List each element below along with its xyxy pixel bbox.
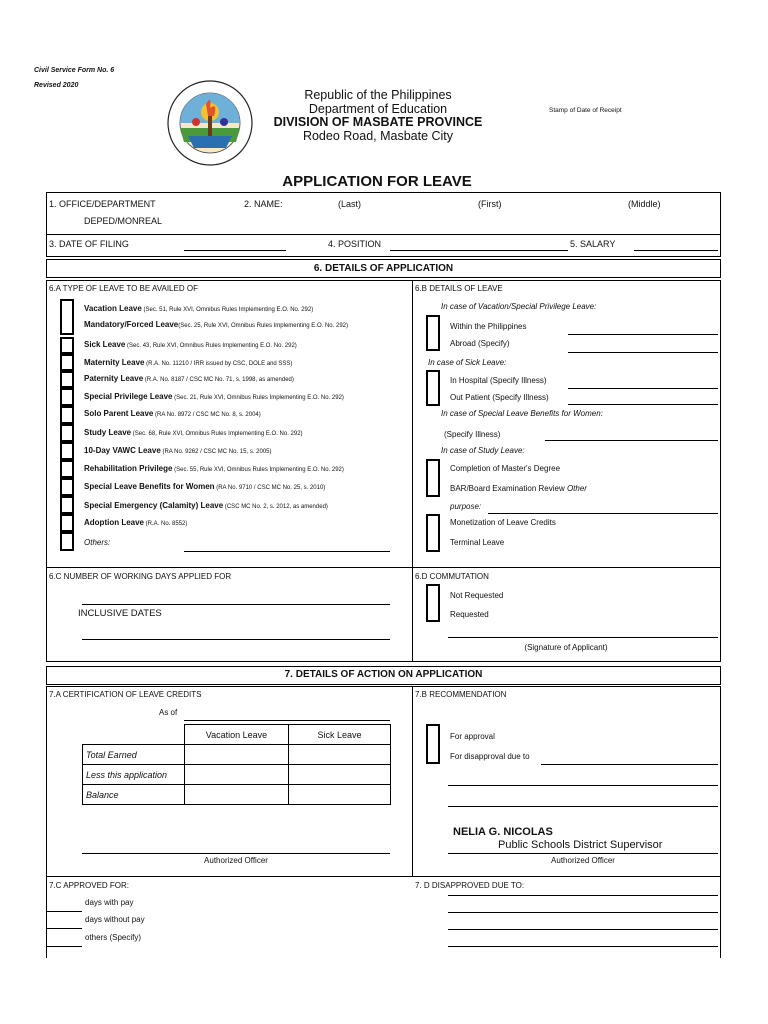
section6-title: 6. DETAILS OF APPLICATION <box>313 263 454 274</box>
disapproved-reason-field-3[interactable] <box>448 929 718 930</box>
out-patient-field[interactable] <box>568 404 718 405</box>
as-of-field[interactable] <box>184 720 390 721</box>
study-case-heading: In case of Study Leave: <box>441 446 525 455</box>
in-hospital-label: In Hospital (Specify Illness) <box>450 376 547 385</box>
checkbox-vacation-mandatory[interactable] <box>60 299 74 335</box>
office-label: 1. OFFICE/DEPARTMENT <box>49 199 156 209</box>
checkbox-others[interactable] <box>60 532 74 551</box>
disapproval-reason-field-2[interactable] <box>448 785 718 786</box>
office-value: DEPED/MONREAL <box>84 216 163 226</box>
republic-label: Republic of the Philippines <box>304 88 452 102</box>
others-field[interactable] <box>184 551 390 552</box>
checkbox-paternity[interactable] <box>60 371 74 388</box>
table-row <box>83 785 391 805</box>
masters-degree-label: Completion of Master's Degree <box>450 464 561 473</box>
requested-label: Requested <box>450 610 489 619</box>
department-label: Department of Education <box>308 102 448 116</box>
position-label: 4. POSITION <box>328 239 382 249</box>
cell-vacation-total[interactable] <box>185 745 289 765</box>
last-name-label: (Last) <box>338 199 362 209</box>
cell-vacation-less[interactable] <box>185 765 289 785</box>
cell-sick-balance[interactable] <box>289 785 391 805</box>
within-philippines-field[interactable] <box>568 334 718 335</box>
monetization-label: Monetization of Leave Credits <box>450 518 556 527</box>
applicant-signature-label: (Signature of Applicant) <box>524 643 608 652</box>
purpose-label: purpose: <box>450 502 482 511</box>
checkbox-study[interactable] <box>60 424 74 442</box>
checkbox-study-purpose[interactable] <box>426 459 440 497</box>
specify-illness-field[interactable] <box>545 440 718 441</box>
section6d-title: 6.D COMMUTATION <box>415 572 489 581</box>
leave-type-rehabilitation: Rehabilitation Privilege (Sec. 55, Rule XVI, Omnibus Rules Implementing E.O. No. 292) <box>84 464 344 473</box>
applicant-signature-field[interactable] <box>448 637 718 638</box>
checkbox-women[interactable] <box>60 478 74 496</box>
others-specify-label: others (Specify) <box>85 933 142 942</box>
cell-sick-total[interactable] <box>289 745 391 765</box>
deped-seal-logo <box>166 80 254 166</box>
leave-type-adoption: Adoption Leave (R.A. No. 8552) <box>84 518 188 527</box>
leave-type-vawc: 10-Day VAWC Leave (RA No. 9262 / CSC MC No. 15, s. 2005) <box>84 446 272 455</box>
section7-title: 7. DETAILS OF ACTION ON APPLICATION <box>284 669 483 680</box>
working-days-field[interactable] <box>82 604 390 605</box>
salary-label: 5. SALARY <box>570 239 616 249</box>
days-without-pay-field[interactable] <box>46 928 82 929</box>
checkbox-adoption[interactable] <box>60 514 74 532</box>
section7b-title: 7.B RECOMMENDATION <box>415 690 507 699</box>
days-with-pay-field[interactable] <box>46 911 82 912</box>
inclusive-dates-label: INCLUSIVE DATES <box>78 608 162 619</box>
supervisor-name: NELIA G. NICOLAS <box>453 826 553 838</box>
filing-date-label: 3. DATE OF FILING <box>49 239 129 249</box>
out-patient-label: Out Patient (Specify Illness) <box>450 393 549 402</box>
salary-field[interactable] <box>634 250 718 251</box>
leave-type-women: Special Leave Benefits for Women (RA No. 9710 / CSC MC No. 25, s. 2010) <box>84 482 326 491</box>
col-sick-leave: Sick Leave <box>289 725 391 745</box>
purpose-field[interactable] <box>488 513 718 514</box>
leave-type-others: Others: <box>84 538 111 547</box>
form-revision: Revised 2020 <box>34 82 79 89</box>
checkbox-special-privilege[interactable] <box>60 388 74 406</box>
bar-review-label: BAR/Board Examination Review Other <box>450 484 587 493</box>
leave-type-sick: Sick Leave (Sec. 43, Rule XVI, Omnibus Rules Implementing E.O. No. 292) <box>84 340 297 349</box>
disapproval-reason-field-3[interactable] <box>448 806 718 807</box>
checkbox-commutation[interactable] <box>426 584 440 622</box>
form-number: Civil Service Form No. 6 <box>34 67 115 74</box>
vacation-case-heading: In case of Vacation/Special Privilege Leave: <box>441 302 597 311</box>
disapproved-reason-field-2[interactable] <box>448 912 718 913</box>
authorized-officer-label-a: Authorized Officer <box>204 856 268 865</box>
for-disapproval-label: For disapproval due to <box>450 752 530 761</box>
leave-type-paternity: Paternity Leave (R.A. No. 8187 / CSC MC No. 71, s. 1998, as amended) <box>84 374 294 383</box>
for-approval-label: For approval <box>450 732 495 741</box>
row-balance: Balance <box>83 785 185 805</box>
days-without-pay-label: days without pay <box>85 915 145 924</box>
days-with-pay-label: days with pay <box>85 898 134 907</box>
leave-type-mandatory: Mandatory/Forced Leave(Sec. 25, Rule XVI, Omnibus Rules Implementing E.O. No. 292) <box>84 320 348 329</box>
abroad-label: Abroad (Specify) <box>450 339 510 348</box>
inclusive-dates-field[interactable] <box>82 639 390 640</box>
position-field[interactable] <box>390 250 568 251</box>
leave-credits-table <box>82 724 391 805</box>
table-header-row <box>83 725 391 745</box>
checkbox-rehabilitation[interactable] <box>60 460 74 478</box>
filing-date-field[interactable] <box>184 250 286 251</box>
row-total-earned: Total Earned <box>83 745 185 765</box>
as-of-label: As of <box>159 708 178 717</box>
checkbox-sick-location[interactable] <box>426 370 440 406</box>
table-row <box>83 765 391 785</box>
leave-type-vacation: Vacation Leave (Sec. 51, Rule XVI, Omnibus Rules Implementing E.O. No. 292) <box>84 304 314 313</box>
leave-type-special-privilege: Special Privilege Leave (Sec. 21, Rule XVI, Omnibus Rules Implementing E.O. No. 292) <box>84 392 344 401</box>
checkbox-vawc[interactable] <box>60 442 74 460</box>
table-row <box>83 745 391 765</box>
col-vacation-leave: Vacation Leave <box>185 725 289 745</box>
checkbox-maternity[interactable] <box>60 354 74 371</box>
division-label: DIVISION OF MASBATE PROVINCE <box>273 115 483 129</box>
section6b-title: 6.B DETAILS OF LEAVE <box>415 284 503 293</box>
checkbox-location[interactable] <box>426 315 440 351</box>
checkbox-sick[interactable] <box>60 337 74 354</box>
middle-name-label: (Middle) <box>628 199 661 209</box>
first-name-label: (First) <box>478 199 502 209</box>
certifying-officer-signature[interactable] <box>82 853 390 854</box>
section6c-title: 6.C NUMBER OF WORKING DAYS APPLIED FOR <box>49 572 232 581</box>
women-case-heading: In case of Special Leave Benefits for Women: <box>441 409 603 418</box>
abroad-field[interactable] <box>568 352 718 353</box>
leave-type-calamity: Special Emergency (Calamity) Leave (CSC MC No. 2, s. 2012, as amended) <box>84 501 328 510</box>
supervisor-title: Public Schools District Supervisor <box>498 839 663 851</box>
section7c-title: 7.C APPROVED FOR: <box>49 881 130 890</box>
form-title: APPLICATION FOR LEAVE <box>282 173 472 190</box>
stamp-label: Stamp of Date of Receipt <box>549 107 622 114</box>
disapproved-reason-field-4[interactable] <box>448 946 718 947</box>
in-hospital-field[interactable] <box>568 388 718 389</box>
terminal-leave-label: Terminal Leave <box>450 538 505 547</box>
leave-type-study: Study Leave (Sec. 68, Rule XVI, Omnibus Rules Implementing E.O. No. 292) <box>84 428 303 437</box>
checkbox-recommendation[interactable] <box>426 724 440 764</box>
disapproved-reason-field-1[interactable] <box>448 895 718 896</box>
specify-illness-label: (Specify Illness) <box>444 430 501 439</box>
cell-sick-less[interactable] <box>289 765 391 785</box>
name-label: 2. NAME: <box>244 199 283 209</box>
leave-type-maternity: Maternity Leave (R.A. No. 11210 / IRR issued by CSC, DOLE and SSS) <box>84 358 293 367</box>
checkbox-solo-parent[interactable] <box>60 406 74 424</box>
authorized-officer-label-b: Authorized Officer <box>551 856 615 865</box>
section7a-title: 7.A CERTIFICATION OF LEAVE CREDITS <box>49 690 202 699</box>
others-specify-field[interactable] <box>46 946 82 947</box>
section6a-title: 6.A TYPE OF LEAVE TO BE AVAILED OF <box>49 284 198 293</box>
disapproval-reason-field-1[interactable] <box>541 764 718 765</box>
checkbox-calamity[interactable] <box>60 496 74 514</box>
not-requested-label: Not Requested <box>450 591 504 600</box>
within-philippines-label: Within the Philippines <box>450 322 527 331</box>
checkbox-other-purpose[interactable] <box>426 514 440 552</box>
row-less-application: Less this application <box>83 765 185 785</box>
address-label: Rodeo Road, Masbate City <box>302 129 454 143</box>
cell-vacation-balance[interactable] <box>185 785 289 805</box>
sick-case-heading: In case of Sick Leave: <box>428 358 507 367</box>
leave-type-solo-parent: Solo Parent Leave (RA No. 8972 / CSC MC No. 8, s. 2004) <box>84 409 261 418</box>
section7d-title: 7. D DISAPPROVED DUE TO: <box>415 881 525 890</box>
